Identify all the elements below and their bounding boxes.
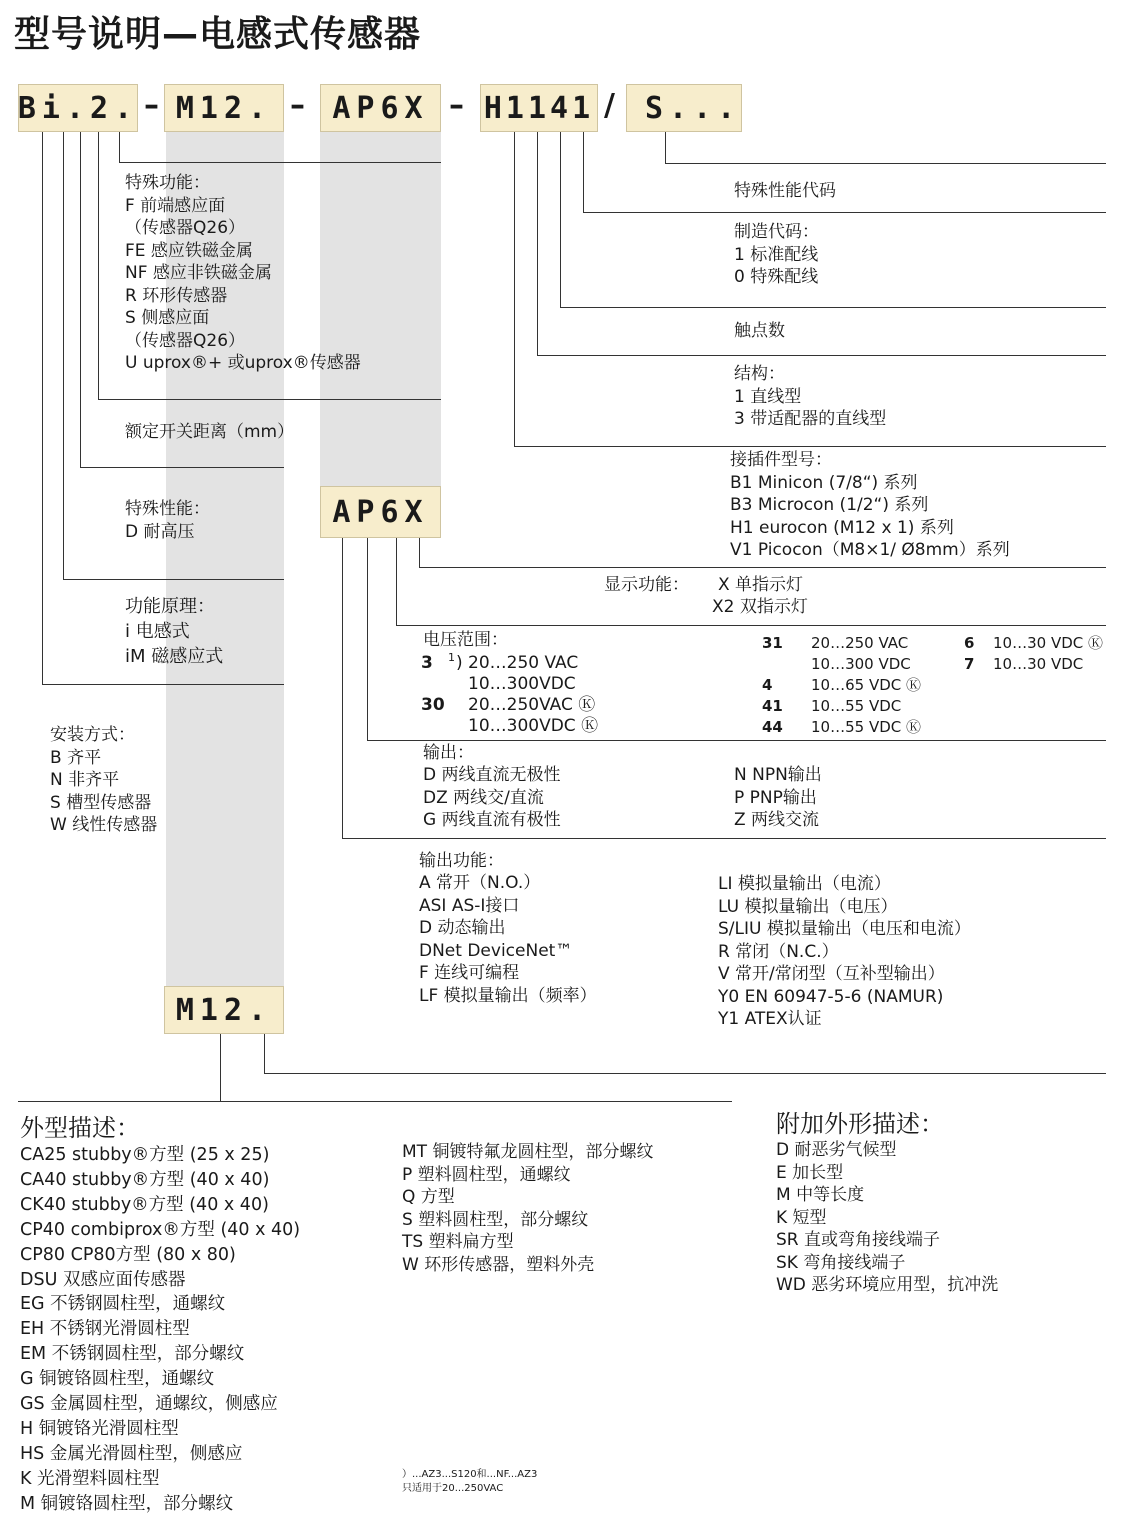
connector-line: V1 Picocon（M8×1/ Ø8mm）系列: [730, 540, 1010, 560]
output-function-line: LU 模拟量输出（电压）: [718, 896, 898, 917]
mounting-line: W 线性传感器: [50, 815, 158, 835]
voltage-header: 电压范围：: [423, 630, 508, 650]
extra-shape-line: M 中等长度: [776, 1185, 865, 1205]
voltage-30-vdc: 10…300VDC Ⓚ: [468, 716, 599, 736]
special-function-line: F 前端感应面: [125, 195, 226, 216]
line-m12-2-h: [18, 1101, 732, 1102]
display-x: X 单指示灯: [718, 575, 804, 595]
special-function-line: R 环形传感器: [125, 285, 228, 306]
special-performance-line: D 耐高压: [125, 521, 195, 542]
extra-shape-line: D 耐恶劣气候型: [776, 1140, 897, 1160]
line-bi-5-v: [119, 132, 120, 162]
shape-line: CA40 stubby®方型 (40 x 40): [20, 1169, 270, 1190]
code-s-box: S...: [626, 84, 742, 132]
line-m12-2-v: [220, 1034, 221, 1101]
extra-shape-block: [776, 1139, 998, 1297]
output-line: D 两线直流无极性: [423, 765, 561, 785]
voltage-31-vac: 20…250 VAC: [811, 634, 909, 652]
extra-shape-line: K 短型: [776, 1207, 827, 1228]
output-function-left-block: [419, 872, 597, 1007]
special-function-line: （传感器Q26）: [125, 330, 246, 351]
code-ap6x-box: AP6X: [320, 84, 441, 132]
line-ap-4-h: [342, 838, 1106, 839]
voltage-code-4: 4: [762, 676, 773, 694]
output-function-line: Y0 EN 60947-5-6 (NAMUR): [718, 986, 944, 1007]
manufacture-code-line: 0 特殊配线: [734, 267, 819, 287]
shape-line: TS 塑料扁方型: [402, 1232, 514, 1252]
shape-line: P 塑料圆柱型，通螺纹: [402, 1164, 571, 1185]
line-bi-1-v: [42, 132, 43, 684]
voltage-41-vdc: 10…55 VDC: [811, 697, 902, 715]
special-perf-code: 特殊性能代码: [734, 181, 836, 201]
line-m12-1-h: [264, 1073, 1106, 1074]
function-principle-block: [125, 594, 223, 669]
code-dash-2: –: [290, 88, 305, 123]
shape-line: CP80 CP80方型 (80 x 80): [20, 1244, 236, 1265]
output-function-line: S/LIU 模拟量输出（电压和电流）: [718, 919, 971, 939]
code-dash-1: –: [144, 88, 159, 123]
line-h-3-v: [537, 132, 538, 355]
line-m12-1-v: [264, 1034, 265, 1073]
output-function-line: DNet DeviceNet™: [419, 940, 573, 961]
line-h-2-v: [560, 132, 561, 307]
mounting-line: N 非齐平: [50, 770, 120, 790]
voltage-3-vdc: 10…300VDC: [468, 674, 576, 694]
line-h-3-h: [537, 355, 1106, 356]
shape-line: HS 金属光滑圆柱型，侧感应: [20, 1443, 243, 1464]
line-bi-4-h: [98, 399, 441, 400]
manufacture-code-line: 制造代码：: [734, 222, 819, 242]
voltage-4-vdc: 10…65 VDC Ⓚ: [811, 676, 921, 694]
output-function-line: LI 模拟量输出（电流）: [718, 874, 891, 894]
special-performance-line: 特殊性能：: [125, 499, 210, 519]
structure-line: 结构：: [734, 364, 785, 384]
output-function-line: R 常闭（N.C.）: [718, 941, 839, 962]
voltage-code-7: 7: [964, 655, 975, 673]
output-function-right-block: [718, 873, 971, 1031]
shape-line: EH 不锈钢光滑圆柱型: [20, 1319, 190, 1340]
extra-shape-header: 附加外形描述：: [776, 1110, 944, 1138]
line-bi-4-v: [98, 132, 99, 399]
shape-line: M 铜镀铬圆柱型，部分螺纹: [20, 1493, 234, 1514]
mounting-line: S 槽型传感器: [50, 792, 152, 813]
structure-line: 3 带适配器的直线型: [734, 409, 887, 429]
special-function-line: （传感器Q26）: [125, 218, 246, 238]
special-function-line: S 侧感应面: [125, 308, 210, 328]
line-ap-3-h: [367, 740, 1106, 741]
shape-line: GS 金属圆柱型，通螺纹，侧感应: [20, 1394, 278, 1415]
output-line: DZ 两线交/直流: [423, 787, 544, 808]
shape-line: CK40 stubby®方型 (40 x 40): [20, 1194, 269, 1215]
output-function-line: V 常开/常闭型（互补型输出）: [718, 964, 945, 984]
line-bi-3-v: [80, 132, 81, 467]
ap6x-detail-box: AP6X: [320, 486, 441, 538]
manufacture-code-line: 1 标准配线: [734, 244, 819, 265]
voltage-code-31: 31: [762, 634, 783, 652]
shape-line: DSU 双感应面传感器: [20, 1269, 186, 1290]
m12-detail-box: M12.: [164, 986, 284, 1034]
output-header: 输出：: [423, 743, 474, 763]
connector-line: H1 eurocon (M12 x 1) 系列: [730, 517, 954, 538]
special-function-line: FE 感应铁磁金属: [125, 240, 253, 261]
mounting-line: B 齐平: [50, 747, 102, 768]
special-function-line: NF 感应非铁磁金属: [125, 263, 272, 283]
connector-line: B3 Microcon (1/2“) 系列: [730, 495, 929, 515]
special-function-line: 特殊功能：: [125, 173, 210, 193]
connector-line: 接插件型号：: [730, 450, 832, 470]
code-dash-3: –: [449, 88, 464, 123]
page-title: 型号说明—电感式传感器: [14, 14, 422, 55]
shape-line: H 铜镀铬光滑圆柱型: [20, 1418, 179, 1439]
voltage-code-44: 44: [762, 718, 783, 736]
voltage-sup-3: 1: [448, 651, 455, 664]
connector-block: [730, 449, 1010, 562]
output-function-line: LF 模拟量输出（频率）: [419, 985, 597, 1006]
shape-line: CA25 stubby®方型 (25 x 25): [20, 1145, 270, 1165]
output-function-line: Y1 ATEX认证: [718, 1009, 822, 1029]
line-bi-2-v: [63, 132, 64, 579]
output-right-block: [734, 764, 822, 832]
shape-line: EM 不锈钢圆柱型，部分螺纹: [20, 1344, 245, 1365]
extra-shape-line: E 加长型: [776, 1162, 844, 1183]
extra-shape-line: SR 直或弯角接线端子: [776, 1230, 941, 1250]
function-principle-line: iM 磁感应式: [125, 646, 224, 667]
special-function-block: [125, 172, 361, 375]
line-bi-3-h: [80, 467, 284, 468]
connector-line: B1 Minicon (7/8“) 系列: [730, 472, 918, 493]
mounting-line: 安装方式：: [50, 725, 135, 745]
shape-line: S 塑料圆柱型，部分螺纹: [402, 1209, 589, 1230]
voltage-31-vdc: 10…300 VDC: [811, 655, 911, 673]
shape-line: Q 方型: [402, 1187, 455, 1207]
output-line: P PNP输出: [734, 787, 817, 808]
code-h1141-box: H1141: [480, 84, 598, 132]
shape-line: EG 不锈钢圆柱型，通螺纹: [20, 1294, 226, 1315]
voltage-44-vdc: 10…55 VDC Ⓚ: [811, 718, 921, 736]
code-bi-box: Bi.2.: [18, 84, 138, 132]
output-line: N NPN输出: [734, 765, 822, 785]
voltage-7-vdc: 10…30 VDC: [993, 655, 1084, 673]
line-h-4-v: [514, 132, 515, 446]
structure-block: [734, 363, 886, 431]
line-bi-2-h: [63, 579, 284, 580]
shape-header: 外型描述：: [20, 1114, 140, 1142]
shape-mid-block: [402, 1141, 653, 1276]
shape-line: CP40 combiprox®方型 (40 x 40): [20, 1219, 301, 1240]
shape-line: K 光滑塑料圆柱型: [20, 1468, 160, 1489]
manufacture-code-block: [734, 221, 819, 289]
mounting-block: [50, 724, 157, 837]
voltage-6-vdc: 10…30 VDC Ⓚ: [993, 634, 1103, 652]
line-bi-5-h: [119, 162, 441, 163]
line-h-2-h: [560, 307, 1106, 308]
special-performance-block: [125, 498, 210, 543]
voltage-30-vac: 20…250VAC Ⓚ: [468, 695, 596, 715]
special-function-line: U uprox®+ 或uprox®传感器: [125, 353, 361, 373]
extra-shape-line: WD 恶劣环境应用型，抗冲洗: [776, 1275, 999, 1295]
voltage-code-30: 30: [421, 695, 445, 715]
voltage-code-6: 6: [964, 634, 975, 652]
voltage-code-3: 3: [421, 653, 433, 673]
line-h-1-v: [583, 132, 584, 212]
output-function-header: 输出功能：: [419, 851, 504, 871]
line-ap-1-h: [419, 567, 1106, 568]
footnote-line: ）...AZ3...S120和...NF...AZ3: [402, 1469, 538, 1480]
line-s-h: [665, 163, 1106, 164]
output-function-line: F 连线可编程: [419, 963, 520, 983]
output-function-line: D 动态输出: [419, 918, 506, 938]
line-ap-2-v: [396, 538, 397, 625]
line-h-1-h: [583, 212, 1106, 213]
structure-line: 1 直线型: [734, 386, 802, 407]
shape-line: MT 铜镀特氟龙圆柱型，部分螺纹: [402, 1142, 654, 1162]
voltage-code-41: 41: [762, 697, 783, 715]
output-line: G 两线直流有极性: [423, 810, 561, 830]
contacts-label: 触点数: [734, 321, 785, 341]
output-function-line: A 常开（N.O.）: [419, 873, 541, 893]
code-slash: /: [604, 88, 615, 123]
shape-line: G 铜镀铬圆柱型，通螺纹: [20, 1369, 215, 1390]
line-bi-1-h: [42, 684, 284, 685]
extra-shape-line: SK 弯角接线端子: [776, 1252, 906, 1273]
function-principle-line: i 电感式: [125, 621, 190, 642]
rated-distance: 额定开关距离（mm）: [125, 422, 295, 442]
line-ap-4-v: [342, 538, 343, 838]
line-ap-1-v: [419, 538, 420, 567]
line-h-4-h: [514, 446, 1106, 447]
line-s-v: [665, 132, 666, 163]
footnote-line: 只适用于20...250VAC: [402, 1483, 504, 1494]
output-line: Z 两线交流: [734, 810, 820, 830]
footnote: [402, 1468, 537, 1496]
line-ap-3-v: [367, 538, 368, 740]
code-m12-box: M12.: [164, 84, 284, 132]
function-principle-line: 功能原理：: [125, 596, 215, 617]
output-left-block: [423, 764, 561, 832]
line-ap-2-h: [396, 625, 1106, 626]
output-function-line: ASI AS-I接口: [419, 895, 520, 916]
display-x2: X2 双指示灯: [712, 597, 808, 617]
shape-line: W 环形传感器，塑料外壳: [402, 1254, 595, 1275]
display-label: 显示功能：: [604, 575, 689, 595]
voltage-3-vac: ) 20…250 VAC: [456, 653, 579, 673]
shape-left-block: [20, 1143, 300, 1517]
